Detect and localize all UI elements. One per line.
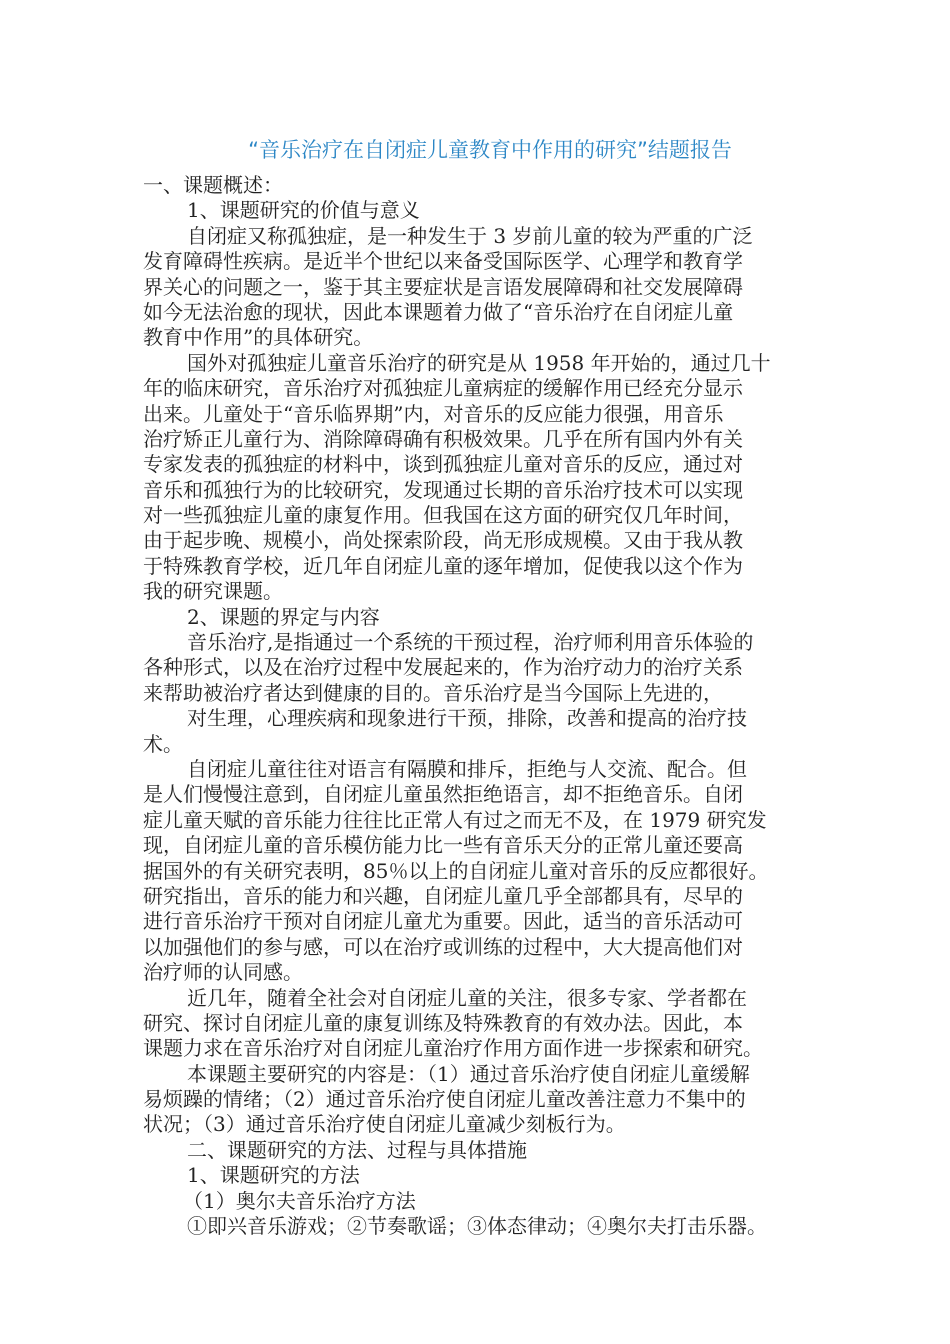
paragraph-line: 教育中作用”的具体研究。: [143, 325, 374, 350]
paragraph-line: 研究、探讨自闭症儿童的康复训练及特殊教育的有效办法。因此，本: [143, 1010, 743, 1035]
subsection-heading: 2、课题的界定与内容: [187, 604, 380, 629]
document-title: “音乐治疗在自闭症儿童教育中作用的研究”结题报告: [248, 138, 732, 162]
paragraph-line: 治疗矫正儿童行为、消除障碍确有积极效果。几乎在所有国内外有关: [143, 426, 743, 451]
paragraph-line: 专家发表的孤独症的材料中，谈到孤独症儿童对音乐的反应，通过对: [143, 452, 743, 477]
paragraph-line: 近几年，随着全社会对自闭症儿童的关注，很多专家、学者都在: [187, 985, 747, 1010]
paragraph-line: 据国外的有关研究表明，85％以上的自闭症儿童对音乐的反应都很好。: [143, 858, 769, 883]
section-heading: 一、课题概述：: [143, 173, 283, 197]
document-body: [143, 173, 815, 1239]
paragraph-line: 各种形式，以及在治疗过程中发展起来的，作为治疗动力的治疗关系: [143, 655, 743, 680]
paragraph-line: 本课题主要研究的内容是：（1）通过音乐治疗使自闭症儿童缓解: [187, 1061, 750, 1086]
paragraph-line: 课题力求在音乐治疗对自闭症儿童治疗作用方面作进一步探索和研究。: [143, 1036, 763, 1061]
paragraph-line: 音乐治疗,是指通过一个系统的干预过程，治疗师利用音乐体验的: [187, 630, 754, 655]
paragraph-line: 自闭症儿童往往对语言有隔膜和排斥，拒绝与人交流、配合。但: [187, 756, 747, 781]
paragraph-line: 年的临床研究，音乐治疗对孤独症儿童病症的缓解作用已经充分显示: [143, 376, 743, 401]
paragraph-line: 对一些孤独症儿童的康复作用。但我国在这方面的研究仅几年时间，: [143, 503, 743, 528]
subsection-heading: 1、课题研究的方法: [187, 1163, 360, 1188]
subsection-heading: 1、课题研究的价值与意义: [187, 198, 420, 223]
paragraph-line: 状况；（3）通过音乐治疗使自闭症儿童减少刻板行为。: [143, 1112, 626, 1137]
paragraph-line: 进行音乐治疗干预对自闭症儿童尤为重要。因此，适当的音乐活动可: [143, 909, 743, 934]
paragraph-line: 现，自闭症儿童的音乐模仿能力比一些有音乐天分的正常儿童还要高: [143, 833, 743, 858]
paragraph-line: 由于起步晚、规模小，尚处探索阶段，尚无形成规模。又由于我从教: [143, 528, 743, 553]
paragraph-line: 我的研究课题。: [143, 579, 283, 604]
paragraph-line: 音乐和孤独行为的比较研究，发现通过长期的音乐治疗技术可以实现: [143, 477, 743, 502]
paragraph-line: 发育障碍性疾病。是近半个世纪以来备受国际医学、心理学和教育学: [143, 249, 743, 274]
paragraph-line: 研究指出，音乐的能力和兴趣，自闭症儿童几乎全部都具有，尽早的: [143, 883, 743, 908]
paragraph-line: 国外对孤独症儿童音乐治疗的研究是从 1958 年开始的，通过几十: [187, 350, 771, 375]
section-heading: 二、课题研究的方法、过程与具体措施: [187, 1137, 527, 1162]
paragraph-line: 界关心的问题之一，鉴于其主要症状是言语发展障碍和社交发展障碍: [143, 274, 743, 299]
paragraph-line: 对生理，心理疾病和现象进行干预，排除，改善和提高的治疗技: [187, 706, 747, 731]
paragraph-line: 如今无法治愈的现状，因此本课题着力做了“音乐治疗在自闭症儿童: [143, 299, 734, 324]
paragraph-line: 以加强他们的参与感，可以在治疗或训练的过程中，大大提高他们对: [143, 934, 743, 959]
paragraph-line: 易烦躁的情绪；（2）通过音乐治疗使自闭症儿童改善注意力不集中的: [143, 1087, 746, 1112]
subsection-heading: （1）奥尔夫音乐治疗方法: [183, 1188, 416, 1213]
paragraph-line: 治疗师的认同感。: [143, 960, 303, 985]
paragraph-line: ①即兴音乐游戏；②节奏歌谣；③体态律动；④奥尔夫打击乐器。: [187, 1214, 767, 1239]
paragraph-line: 于特殊教育学校，近几年自闭症儿童的逐年增加，促使我以这个作为: [143, 553, 743, 578]
paragraph-line: 出来。儿童处于“音乐临界期”内，对音乐的反应能力很强，用音乐: [143, 401, 724, 426]
paragraph-line: 术。: [143, 731, 183, 756]
paragraph-line: 来帮助被治疗者达到健康的目的。音乐治疗是当今国际上先进的，: [143, 680, 723, 705]
paragraph-line: 是人们慢慢注意到，自闭症儿童虽然拒绝语言，却不拒绝音乐。自闭: [143, 782, 743, 807]
paragraph-line: 自闭症又称孤独症，是一种发生于 3 岁前儿童的较为严重的广泛: [187, 223, 753, 248]
paragraph-line: 症儿童天赋的音乐能力往往比正常人有过之而无不及，在 1979 研究发: [143, 807, 767, 832]
